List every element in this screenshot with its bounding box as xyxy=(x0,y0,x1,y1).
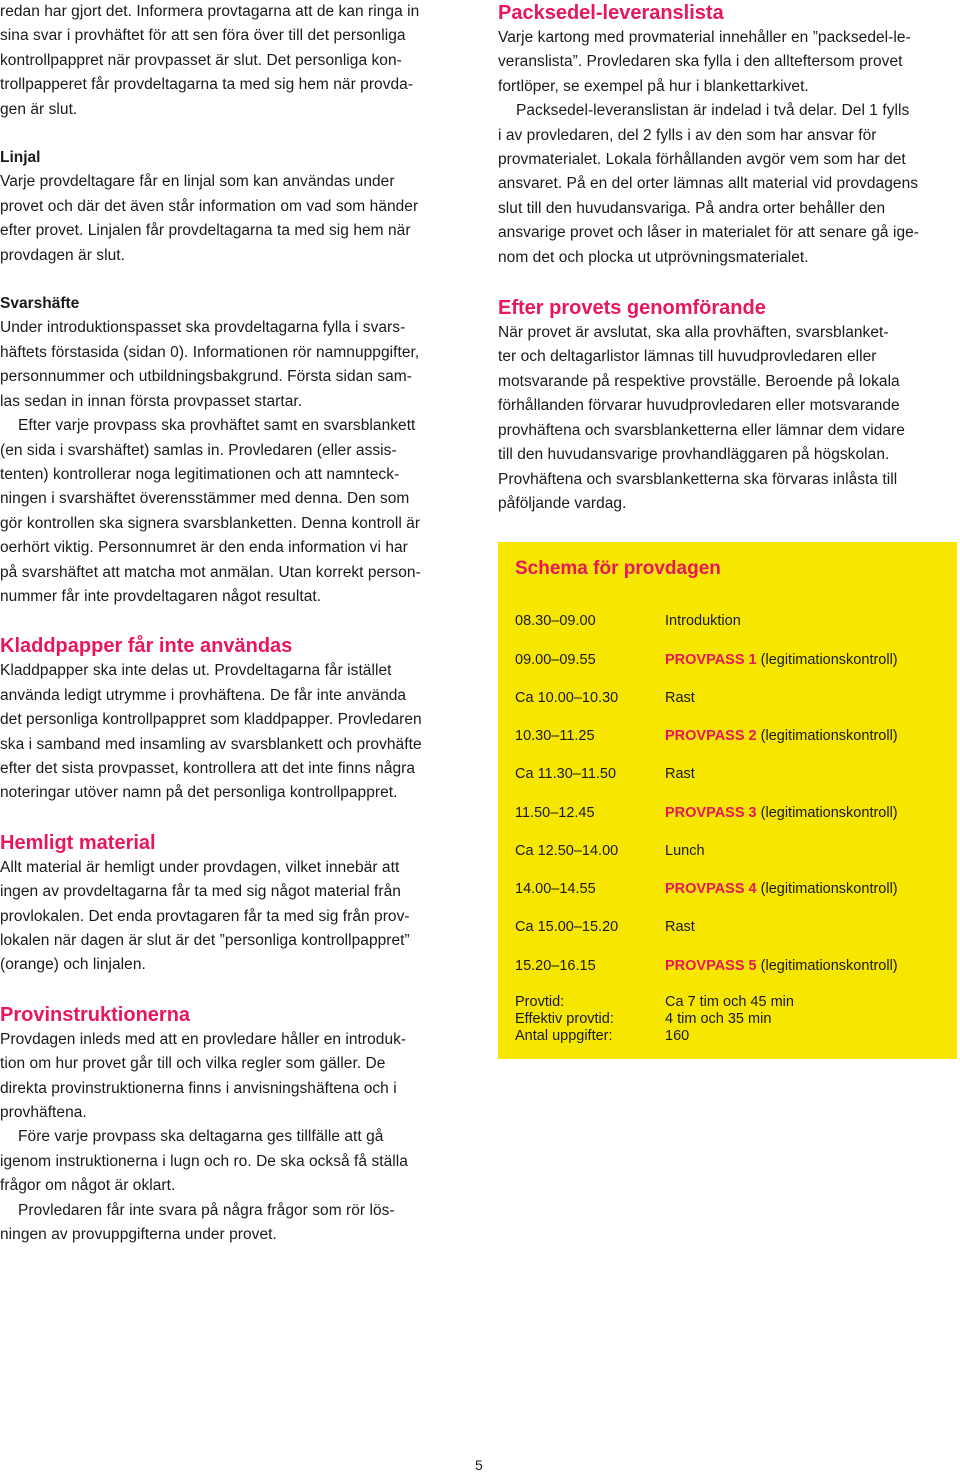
text-line: påföljande vardag. xyxy=(498,494,627,512)
text-line: Provledaren får inte svara på några frågor som rör lös- xyxy=(18,1201,395,1219)
text-line: redan har gjort det. Informera provtagarna att de kan ringa in xyxy=(0,3,420,20)
section-kladdpapper xyxy=(0,633,470,805)
schedule-time: Ca 12.50–14.00 xyxy=(515,843,619,859)
schedule-activity xyxy=(665,762,695,786)
summary-value: 4 tim och 35 min xyxy=(665,1011,772,1027)
provpass-label: PROVPASS 3 xyxy=(665,805,757,821)
schedule-row xyxy=(515,762,955,786)
schedule-title: Schema för provdagen xyxy=(515,558,721,579)
activity-text: Rast xyxy=(665,766,695,782)
text-line: provmaterialet. Lokala förhållanden avgör vem som har det xyxy=(498,151,906,169)
summary-label: Provtid: xyxy=(515,994,565,1010)
schedule-time: 11.50–12.45 xyxy=(515,805,595,821)
text-line: använda ledigt utrymme i provhäftena. De får inte använda xyxy=(0,686,407,704)
provpass-label: PROVPASS 2 xyxy=(665,728,757,744)
text-line: i av provledaren, del 2 fylls i av den som har ansvar för xyxy=(498,126,877,144)
schedule-time: 09.00–09.55 xyxy=(515,652,596,668)
schedule-row xyxy=(515,648,955,672)
text-line: noteringar utöver namn på det personliga kontrollpappret. xyxy=(0,784,398,802)
text-line: veranslista”. Provledaren ska fylla i den allteftersom provet xyxy=(498,53,903,71)
section-heading: Hemligt material xyxy=(0,831,156,854)
summary-row xyxy=(515,994,945,1011)
summary-row xyxy=(515,1028,945,1045)
text-line: tenten) kontrollerar noga legitimationen och att namnteck- xyxy=(0,465,400,483)
schedule-row xyxy=(515,915,955,939)
schedule-row xyxy=(515,954,955,978)
text-line: tion om hur provet går till och vilka regler som gäller. De xyxy=(0,1055,386,1073)
text-line: nummer får inte provdeltagaren något resultat. xyxy=(0,587,322,605)
text-line: Under introduktionspasset ska provdeltagarna fylla i svars- xyxy=(0,319,406,337)
schedule-time: 08.30–09.00 xyxy=(515,613,596,629)
activity-text: (legitimationskontroll) xyxy=(756,728,898,744)
schedule-time: 10.30–11.25 xyxy=(515,728,595,744)
schedule-row xyxy=(515,609,955,633)
text-line: ningen av provuppgifterna under provet. xyxy=(0,1226,277,1244)
activity-text: (legitimationskontroll) xyxy=(756,881,898,897)
section-hemligt-material xyxy=(0,830,470,978)
text-line: slut till den huvudansvariga. På andra orter behåller den xyxy=(498,199,886,217)
schedule-activity xyxy=(665,801,898,825)
text-line: efter det sista provpasset, kontrollera att det inte finns några xyxy=(0,759,416,777)
text-line: förhållanden förvarar huvudprovledaren eller motsvarande xyxy=(498,397,900,415)
text-line: Före varje provpass ska deltagarna ges tillfälle att gå xyxy=(18,1128,384,1146)
text-line: provhäftena. xyxy=(0,1104,87,1122)
activity-text: (legitimationskontroll) xyxy=(756,805,898,821)
text-line: Varje provdeltagare får en linjal som kan användas under xyxy=(0,173,395,191)
text-line: Varje kartong med provmaterial innehåller en ”packsedel-le- xyxy=(498,29,911,46)
text-line: till den huvudansvarige provhandläggaren på högskolan. xyxy=(498,446,890,464)
schedule-time: Ca 11.30–11.50 xyxy=(515,766,617,782)
text-line: provhäftena och svarsblanketterna eller lämnar dem vidare xyxy=(498,421,905,439)
section-heading: Kladdpapper får inte användas xyxy=(0,635,293,658)
section-heading: Provinstruktionerna xyxy=(0,1003,191,1026)
schedule-summary xyxy=(515,994,945,1045)
section-heading: Packsedel-leveranslista xyxy=(498,2,724,24)
schedule-time: Ca 10.00–10.30 xyxy=(515,690,619,706)
text-line: ter och deltagarlistor lämnas till huvudprovledaren eller xyxy=(498,348,877,366)
section-svarshafte xyxy=(0,292,470,609)
schedule-row xyxy=(515,724,955,748)
text-line: på svarshäftet att matcha mot anmälan. Utan korrekt person- xyxy=(0,563,421,581)
text-line: gen är slut. xyxy=(0,100,78,118)
section-provinstruktioner xyxy=(0,1002,470,1248)
summary-value: 160 xyxy=(665,1028,690,1044)
text-line: lokalen när dagen är slut är det ”personliga kontrollpappret” xyxy=(0,932,410,949)
schedule-activity xyxy=(665,724,898,748)
text-line: häftets förstasida (sidan 0). Informationen rör namnuppgifter, xyxy=(0,343,420,361)
text-line: (en sida i svarshäftet) samlas in. Provledaren (eller assis- xyxy=(0,441,397,459)
activity-text: Introduktion xyxy=(665,613,741,629)
schedule-row xyxy=(515,686,955,710)
text-line: provet och där det även står information om vad som händer xyxy=(0,197,419,215)
text-line: trollpapperet får provdeltagarna ta med sig hem när provda- xyxy=(0,76,414,94)
right-column xyxy=(498,0,960,516)
schedule-activity xyxy=(665,686,695,710)
text-line: ansvarige provet och låser in materialet för att senare gå ige- xyxy=(498,224,920,242)
text-line: Provhäftena och svarsblanketterna ska förvaras inlåsta till xyxy=(498,470,898,488)
schedule-time: 15.20–16.15 xyxy=(515,958,596,974)
left-column xyxy=(0,0,470,1247)
activity-text: Rast xyxy=(665,919,695,935)
text-line: ska i samband med insamling av svarsblankett och provhäfte xyxy=(0,735,422,753)
text-line: nom det och plocka ut utprövningsmaterialet. xyxy=(498,248,809,266)
text-line: provlokalen. Det enda provtagaren får ta med sig från prov- xyxy=(0,907,410,925)
summary-value: Ca 7 tim och 45 min xyxy=(665,994,794,1010)
schedule-box xyxy=(498,542,957,1059)
schedule-row xyxy=(515,877,955,901)
text-line: direkta provinstruktionerna finns i anvisningshäftena och i xyxy=(0,1079,397,1097)
text-line: Kladdpapper ska inte delas ut. Provdeltagarna får istället xyxy=(0,662,392,680)
intro-paragraph xyxy=(0,0,470,122)
text-line: Packsedel-leveranslistan är indelad i två delar. Del 1 fylls xyxy=(516,102,910,120)
summary-label: Antal uppgifter: xyxy=(515,1028,613,1044)
text-line: efter provet. Linjalen får provdeltagarna ta med sig hem när xyxy=(0,222,411,240)
text-line: det personliga kontrollpappret som kladdpapper. Provledaren xyxy=(0,711,422,729)
schedule-row xyxy=(515,839,955,863)
page-number: 5 xyxy=(475,1457,483,1473)
text-line: Efter varje provpass ska provhäftet samt en svarsblankett xyxy=(18,417,416,435)
schedule-activity xyxy=(665,915,695,939)
text-line: ansvaret. På en del orter lämnas allt material vid provdagens xyxy=(498,175,919,193)
text-line: sina svar i provhäftet för att sen föra över till det personliga xyxy=(0,27,406,45)
schedule-activity xyxy=(665,648,898,672)
schedule-row xyxy=(515,801,955,825)
text-line: fortlöper, se exempel på hur i blankettarkivet. xyxy=(498,77,809,95)
text-line: kontrollpappret när provpasset är slut. Det personliga kon- xyxy=(0,51,402,69)
text-line: ingen av provdeltagarna får ta med sig något material från xyxy=(0,883,401,901)
section-heading: Efter provets genomförande xyxy=(498,297,766,320)
section-heading: Linjal xyxy=(0,149,41,167)
summary-row xyxy=(515,1011,945,1028)
text-line: (orange) och linjalen. xyxy=(0,956,146,974)
text-line: När provet är avslutat, ska alla provhäften, svarsblanket- xyxy=(498,324,889,342)
text-line: provdagen är slut. xyxy=(0,246,125,264)
schedule-activity xyxy=(665,877,898,901)
provpass-label: PROVPASS 1 xyxy=(665,652,757,668)
text-line: Provdagen inleds med att en provledare håller en introduk- xyxy=(0,1030,407,1048)
text-line: igenom instruktionerna i lugn och ro. De ska också få ställa xyxy=(0,1152,408,1170)
text-line: motsvarande på respektive provställe. Beroende på lokala xyxy=(498,372,900,390)
schedule-activity xyxy=(665,954,898,978)
text-line: las sedan in innan första provpasset startar. xyxy=(0,392,303,410)
summary-label: Effektiv provtid: xyxy=(515,1011,614,1027)
activity-text: (legitimationskontroll) xyxy=(756,958,898,974)
section-linjal xyxy=(0,146,470,268)
section-packsedel xyxy=(498,0,960,270)
schedule-time: Ca 15.00–15.20 xyxy=(515,919,619,935)
schedule-activity xyxy=(665,839,705,863)
schedule-time: 14.00–14.55 xyxy=(515,881,596,897)
activity-text: Rast xyxy=(665,690,695,706)
provpass-label: PROVPASS 5 xyxy=(665,958,757,974)
schedule-activity xyxy=(665,609,741,633)
text-line: personnummer och utbildningsbakgrund. Första sidan sam- xyxy=(0,368,412,386)
text-line: oerhört viktig. Personnumret är den enda information vi har xyxy=(0,539,408,557)
provpass-label: PROVPASS 4 xyxy=(665,881,757,897)
text-line: ningen i svarshäftet överensstämmer med denna. Den som xyxy=(0,490,410,508)
text-line: frågor om något är oklart. xyxy=(0,1177,176,1195)
activity-text: (legitimationskontroll) xyxy=(756,652,898,668)
text-line: gör kontrollen ska signera svarsblanketten. Denna kontroll är xyxy=(0,514,421,532)
text-line: Allt material är hemligt under provdagen, vilket innebär att xyxy=(0,858,400,876)
section-heading: Svarshäfte xyxy=(0,295,80,313)
section-efter-provet xyxy=(498,295,960,516)
activity-text: Lunch xyxy=(665,843,705,859)
